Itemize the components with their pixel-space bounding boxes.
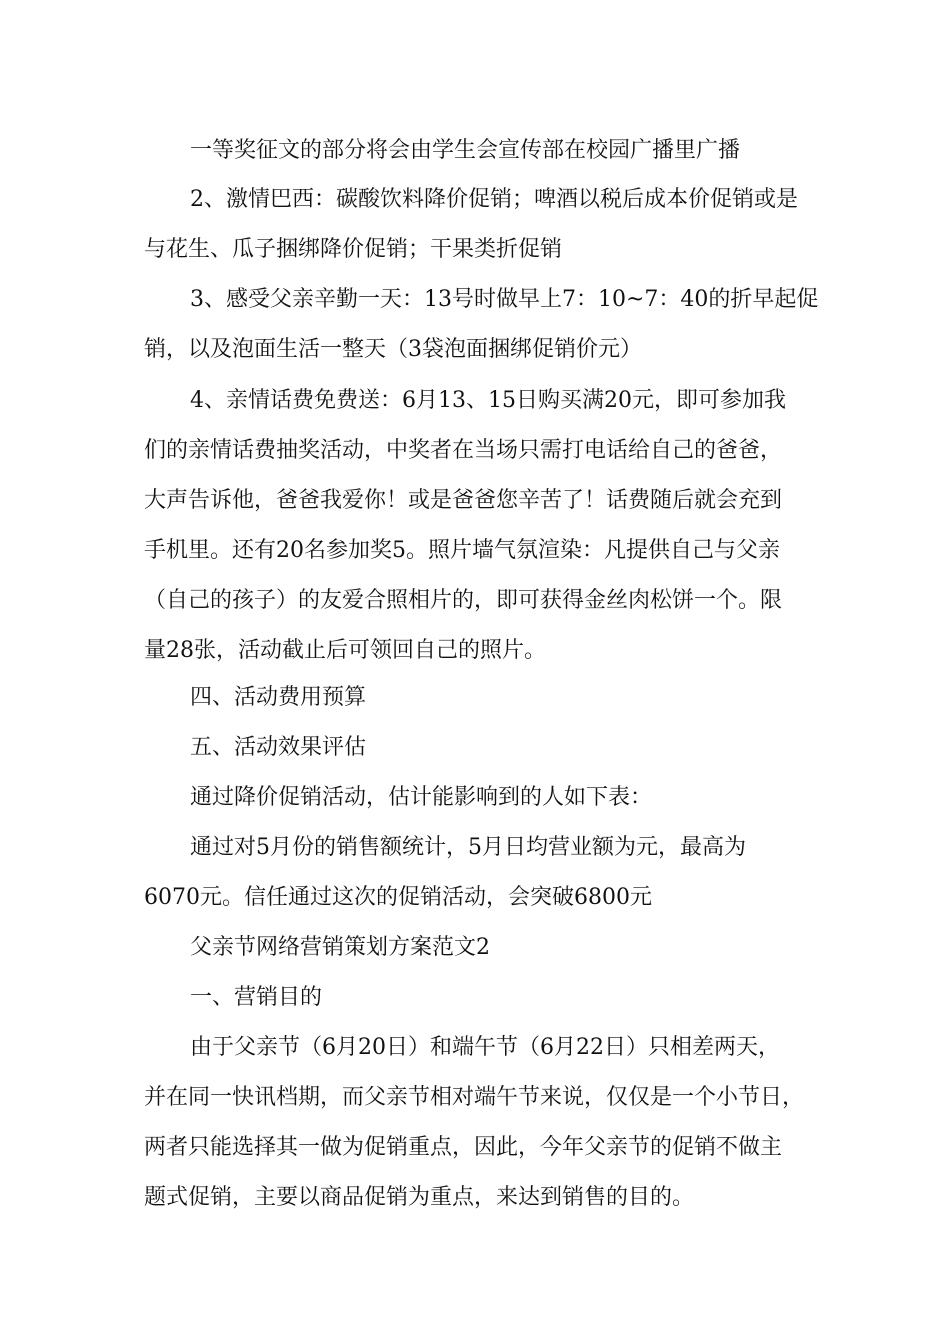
paragraph-line: 与花生、瓜子捆绑降价促销；干果类折促销 bbox=[144, 237, 563, 262]
paragraph-line: 由于父亲节（6月20日）和端午节（6月22日）只相差两天， bbox=[190, 1035, 780, 1060]
paragraph-line: 通过降价促销活动，估计能影响到的人如下表： bbox=[190, 785, 653, 810]
paragraph-line: 通过对5月份的销售额统计，5月日均营业额为元，最高为 bbox=[190, 835, 746, 860]
paragraph-line: 们的亲情话费抽奖活动，中奖者在当场只需打电话给自己的爸爸， bbox=[144, 438, 783, 463]
paragraph-line: 一等奖征文的部分将会由学生会宣传部在校园广播里广播 bbox=[190, 138, 741, 163]
paragraph-line: 两者只能选择其一做为促销重点，因此，今年父亲节的促销不做主 bbox=[144, 1135, 783, 1160]
paragraph-line: 量28张，活动截止后可领回自己的照片。 bbox=[144, 638, 546, 663]
paragraph-line: 3、感受父亲辛勤一天：13号时做早上7：10~7：40的折早起促 bbox=[190, 287, 819, 312]
paragraph-line: 并在同一快讯档期，而父亲节相对端午节来说，仅仅是一个小节日， bbox=[144, 1085, 805, 1110]
paragraph-line: 题式促销，主要以商品促销为重点，来达到销售的目的。 bbox=[144, 1185, 695, 1210]
paragraph-line: 6070元。信任通过这次的促销活动，会突破6800元 bbox=[144, 885, 652, 910]
paragraph-line: 4、亲情话费免费送：6月13、15日购买满20元，即可参加我 bbox=[190, 388, 786, 413]
section-heading: 五、活动效果评估 bbox=[190, 735, 367, 760]
section-heading: 一、营销目的 bbox=[190, 985, 323, 1010]
paragraph-line: 2、激情巴西：碳酸饮料降价促销；啤酒以税后成本价促销或是 bbox=[190, 187, 798, 212]
document-subtitle: 父亲节网络营销策划方案范文2 bbox=[190, 935, 490, 960]
paragraph-line: （自己的孩子）的友爱合照相片的，即可获得金丝肉松饼一个。限 bbox=[144, 588, 783, 613]
section-heading: 四、活动费用预算 bbox=[190, 685, 367, 710]
paragraph-line: 大声告诉他，爸爸我爱你！或是爸爸您辛苦了！话费随后就会充到 bbox=[144, 488, 783, 513]
paragraph-line: 销，以及泡面生活一整天（3袋泡面捆绑促销价元） bbox=[144, 337, 642, 362]
paragraph-line: 手机里。还有20名参加奖5。照片墙气氛渲染：凡提供自己与父亲 bbox=[144, 538, 780, 563]
